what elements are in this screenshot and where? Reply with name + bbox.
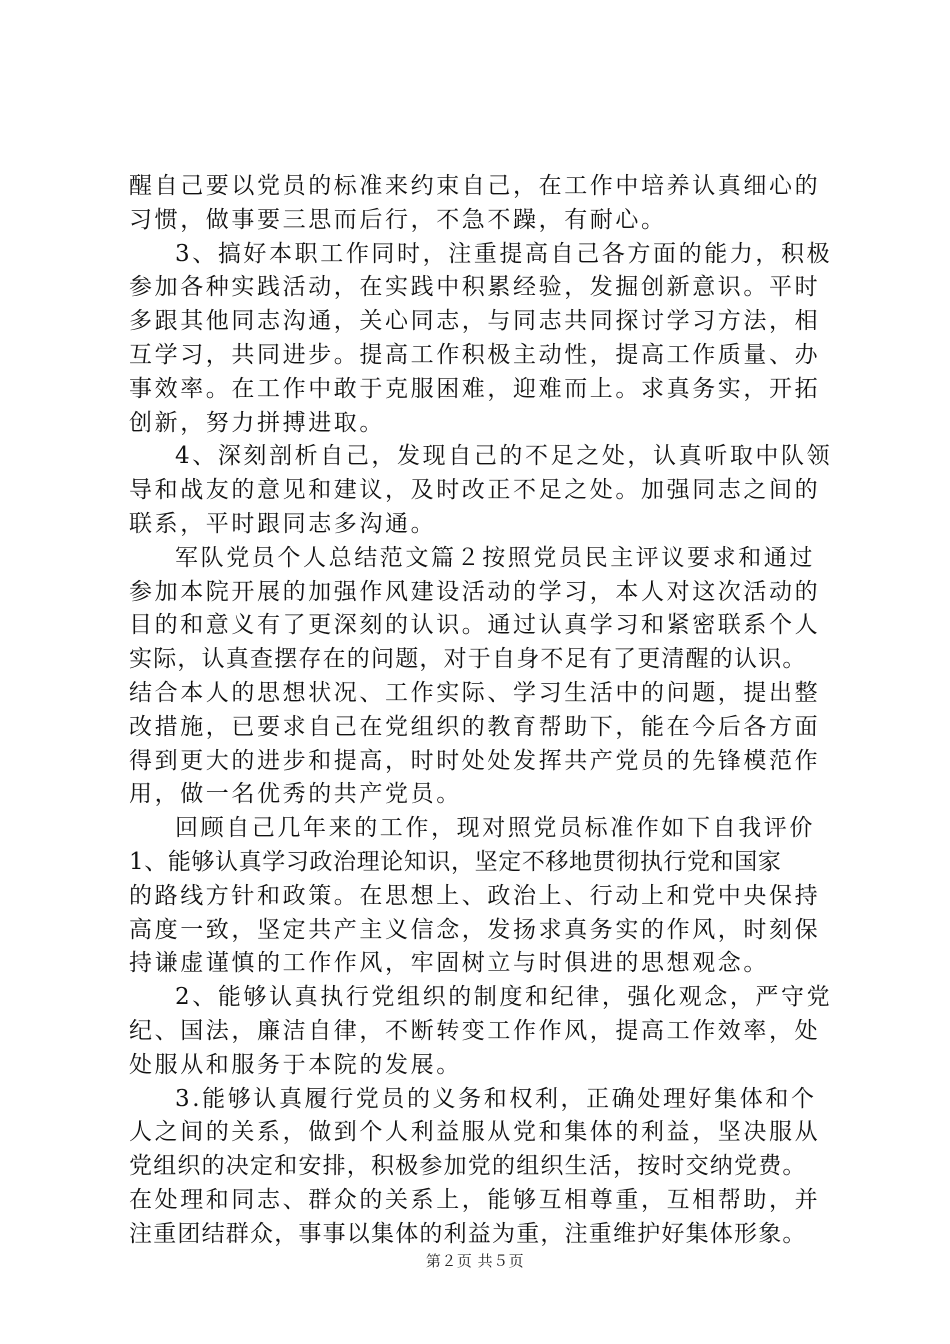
paragraph-start-line: 军队党员个人总结范文篇２按照党员民主评议要求和通过 — [175, 544, 815, 571]
text-line: 目的和意义有了更深刻的认识。通过认真学习和紧密联系个人 — [129, 612, 821, 639]
text-line: 1、能够认真学习政治理论知识，坚定不移地贯彻执行党和国家 — [129, 848, 782, 875]
paragraph-start-line: 3、搞好本职工作同时，注重提高自己各方面的能力，积极 — [175, 240, 833, 267]
text-line: 互学习，共同进步。提高工作积极主动性，提高工作质量、办 — [129, 341, 821, 368]
text-line: 注重团结群众，事事以集体的利益为重，注重维护好集体形象。 — [129, 1220, 807, 1247]
text-line: 改措施，已要求自己在党组织的教育帮助下，能在今后各方面 — [129, 713, 821, 740]
text-line: 习惯，做事要三思而后行，不急不躁，有耐心。 — [129, 206, 667, 233]
text-line: 的路线方针和政策。在思想上、政治上、行动上和党中央保持 — [129, 882, 821, 909]
text-line: 参加本院开展的加强作风建设活动的学习，本人对这次活动的 — [129, 578, 821, 605]
text-line: 导和战友的意见和建议，及时改正不足之处。加强同志之间的 — [129, 477, 821, 504]
paragraph-start-line: 4、深刻剖析自己，发现自己的不足之处，认真听取中队领 — [175, 443, 833, 470]
text-line: 用，做一名优秀的共产党员。 — [129, 781, 462, 808]
text-line: 醒自己要以党员的标准来约束自己，在工作中培养认真细心的 — [129, 173, 821, 199]
text-line: 多跟其他同志沟通，关心同志，与同志共同探讨学习方法，相 — [129, 308, 821, 335]
document-body — [129, 170, 833, 1252]
paragraph-start-line: 3.能够认真履行党员的义务和权利，正确处理好集体和个 — [175, 1085, 817, 1112]
text-line: 参加各种实践活动，在实践中积累经验，发掘创新意识。平时 — [129, 274, 821, 301]
text-line: 人之间的关系，做到个人利益服从党和集体的利益，坚决服从 — [129, 1119, 821, 1146]
text-line: 高度一致，坚定共产主义信念，发扬求真务实的作风，时刻保 — [129, 916, 821, 943]
text-line: 党组织的决定和安排，积极参加党的组织生活，按时交纳党费。 — [129, 1153, 807, 1180]
paragraph-start-line: 2、能够认真执行党组织的制度和纪律，强化观念，严守党 — [175, 984, 833, 1011]
text-line: 纪、国法，廉洁自律，不断转变工作作风，提高工作效率，处 — [129, 1017, 821, 1044]
page-number-footer: 第２页 共５页 — [425, 1252, 525, 1270]
text-line: 在处理和同志、群众的关系上，能够互相尊重，互相帮助，并 — [129, 1186, 821, 1213]
text-line: 持谦虚谨慎的工作作风，牢固树立与时俱进的思想观念。 — [129, 950, 769, 977]
text-line: 联系，平时跟同志多沟通。 — [129, 510, 437, 537]
text-line: 结合本人的思想状况、工作实际、学习生活中的问题，提出整 — [129, 679, 821, 706]
text-line: 得到更大的进步和提高，时时处处发挥共产党员的先锋模范作 — [129, 747, 821, 774]
text-line: 事效率。在工作中敢于克服困难，迎难而上。求真务实，开拓 — [129, 375, 821, 402]
text-line: 创新，努力拼搏进取。 — [129, 409, 385, 436]
text-line: 实际，认真查摆存在的问题，对于自身不足有了更清醒的认识。 — [129, 646, 807, 673]
paragraph-start-line: 回顾自己几年来的工作，现对照党员标准作如下自我评价 — [175, 815, 815, 842]
text-line: 处服从和服务于本院的发展。 — [129, 1051, 462, 1078]
